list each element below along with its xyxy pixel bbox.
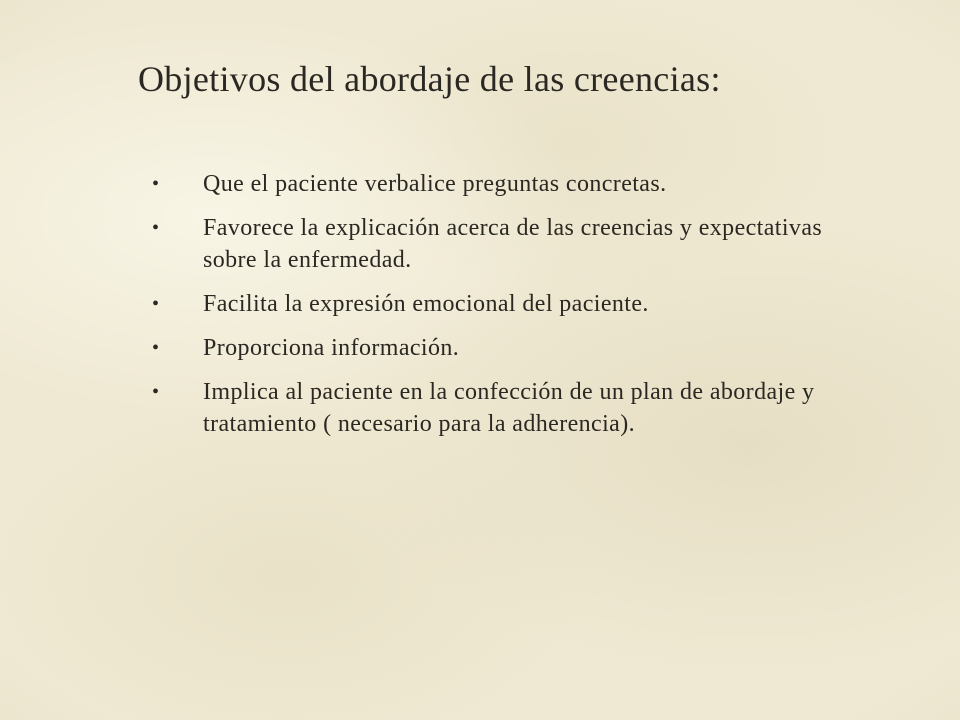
bullet-dot-icon: •: [152, 381, 160, 403]
bullet-item: [150, 168, 850, 200]
bullet-text: Favorece la explicación acerca de las creencias y expectativas sobre la enfermedad.: [203, 215, 823, 273]
slide-title: Objetivos del abordaje de las creencias:: [138, 59, 721, 99]
bullet-item: [150, 212, 850, 276]
bullet-text: Facilita la expresión emocional del paciente.: [203, 291, 649, 317]
bullet-text: Que el paciente verbalice preguntas concretas.: [203, 171, 667, 197]
bullet-dot-icon: •: [152, 337, 160, 359]
bullet-item: [150, 288, 850, 320]
bullet-item: [150, 332, 850, 364]
bullet-dot-icon: •: [152, 217, 160, 239]
bullet-text: Implica al paciente en la confección de un plan de abordaje y tratamiento ( necesario para la adherencia).: [203, 379, 815, 437]
bullet-dot-icon: •: [152, 173, 160, 195]
bullet-item: [150, 376, 850, 440]
bullet-text: Proporciona información.: [203, 335, 460, 361]
bullet-dot-icon: •: [152, 293, 160, 315]
bullet-list: [150, 168, 850, 452]
